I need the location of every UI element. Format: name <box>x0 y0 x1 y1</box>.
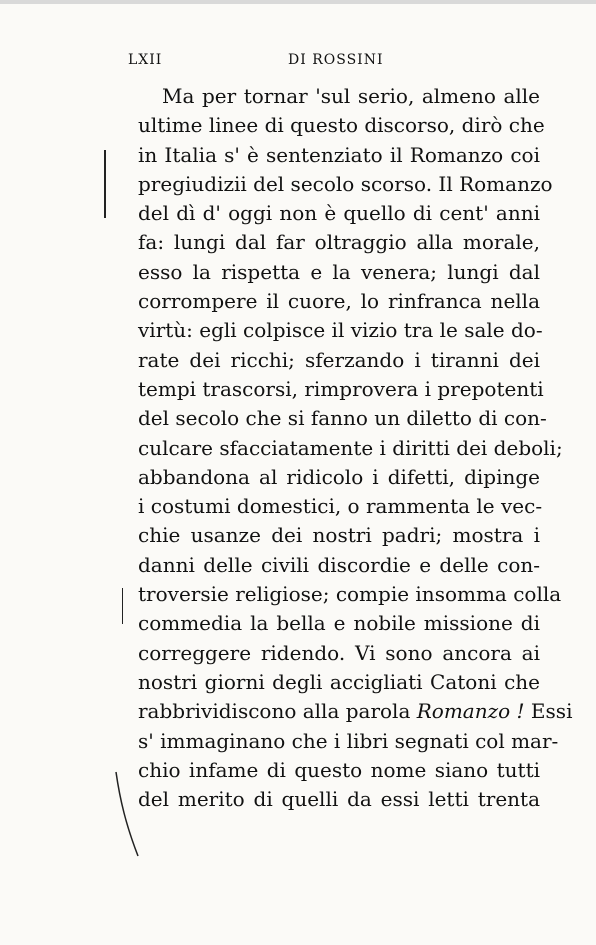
text-line: tempi trascorsi, rimprovera i prepotenti <box>138 376 544 401</box>
text-line: s' immaginano che i libri segnati col mar- <box>138 728 559 753</box>
text-line: in Italia s' è sentenziato il Romanzo coi <box>138 142 540 167</box>
text-line: del merito di quelli da essi letti trenta <box>138 787 540 812</box>
text-line: rate dei ricchi; sferzando i tiranni dei <box>138 347 540 372</box>
text-line: del secolo che si fanno un diletto di con- <box>138 406 547 431</box>
text-line: troversie religiose; compie insomma colla <box>138 582 562 607</box>
page-number: LXII <box>128 52 163 68</box>
text-line: pregiudizii del secolo scorso. Il Romanzo <box>138 171 553 196</box>
text-line: commedia la bella e nobile missione di <box>138 611 540 636</box>
text-line: chie usanze dei nostri padri; mostra i <box>138 523 540 548</box>
text-line: correggere ridendo. Vi sono ancora ai <box>138 640 540 665</box>
text-segment: rabbrividiscono alla parola <box>138 699 417 724</box>
text-line: corrompere il cuore, lo rinfranca nella <box>138 289 540 314</box>
text-line: abbandona al ridicolo i difetti, dipinge <box>138 464 540 489</box>
text-line: virtù: egli colpisce il vizio tra le sale do- <box>138 318 543 343</box>
text-line: ultime linee di questo discorso, dirò che <box>138 113 545 138</box>
text-line: Ma per tornar 'sul serio, almeno alle <box>162 84 540 108</box>
body-text <box>138 82 573 814</box>
text-segment: Essi <box>524 699 573 724</box>
text-line: i costumi domestici, o rammenta le vec- <box>138 494 543 519</box>
text-line: culcare sfacciatamente i diritti dei deboli; <box>138 435 563 460</box>
text-line: chio infame di questo nome siano tutti <box>138 757 540 782</box>
running-head: DI ROSSINI <box>288 52 384 68</box>
text-line: esso la rispetta e la venera; lungi dal <box>138 259 540 284</box>
italic-word: Romanzo ! <box>416 699 525 724</box>
text-line: del dì d' oggi non è quello di cent' anni <box>138 201 540 226</box>
margin-mark-vertical <box>104 150 106 218</box>
text-line: fa: lungi dal far oltraggio alla morale, <box>138 230 540 255</box>
margin-mark-small <box>122 588 123 624</box>
text-line-with-italic <box>138 697 573 726</box>
text-line: danni delle civili discordie e delle con- <box>138 552 540 577</box>
text-line: nostri giorni degli accigliati Catoni che <box>138 669 540 694</box>
page-top-edge <box>0 0 596 4</box>
page-header <box>128 52 540 74</box>
